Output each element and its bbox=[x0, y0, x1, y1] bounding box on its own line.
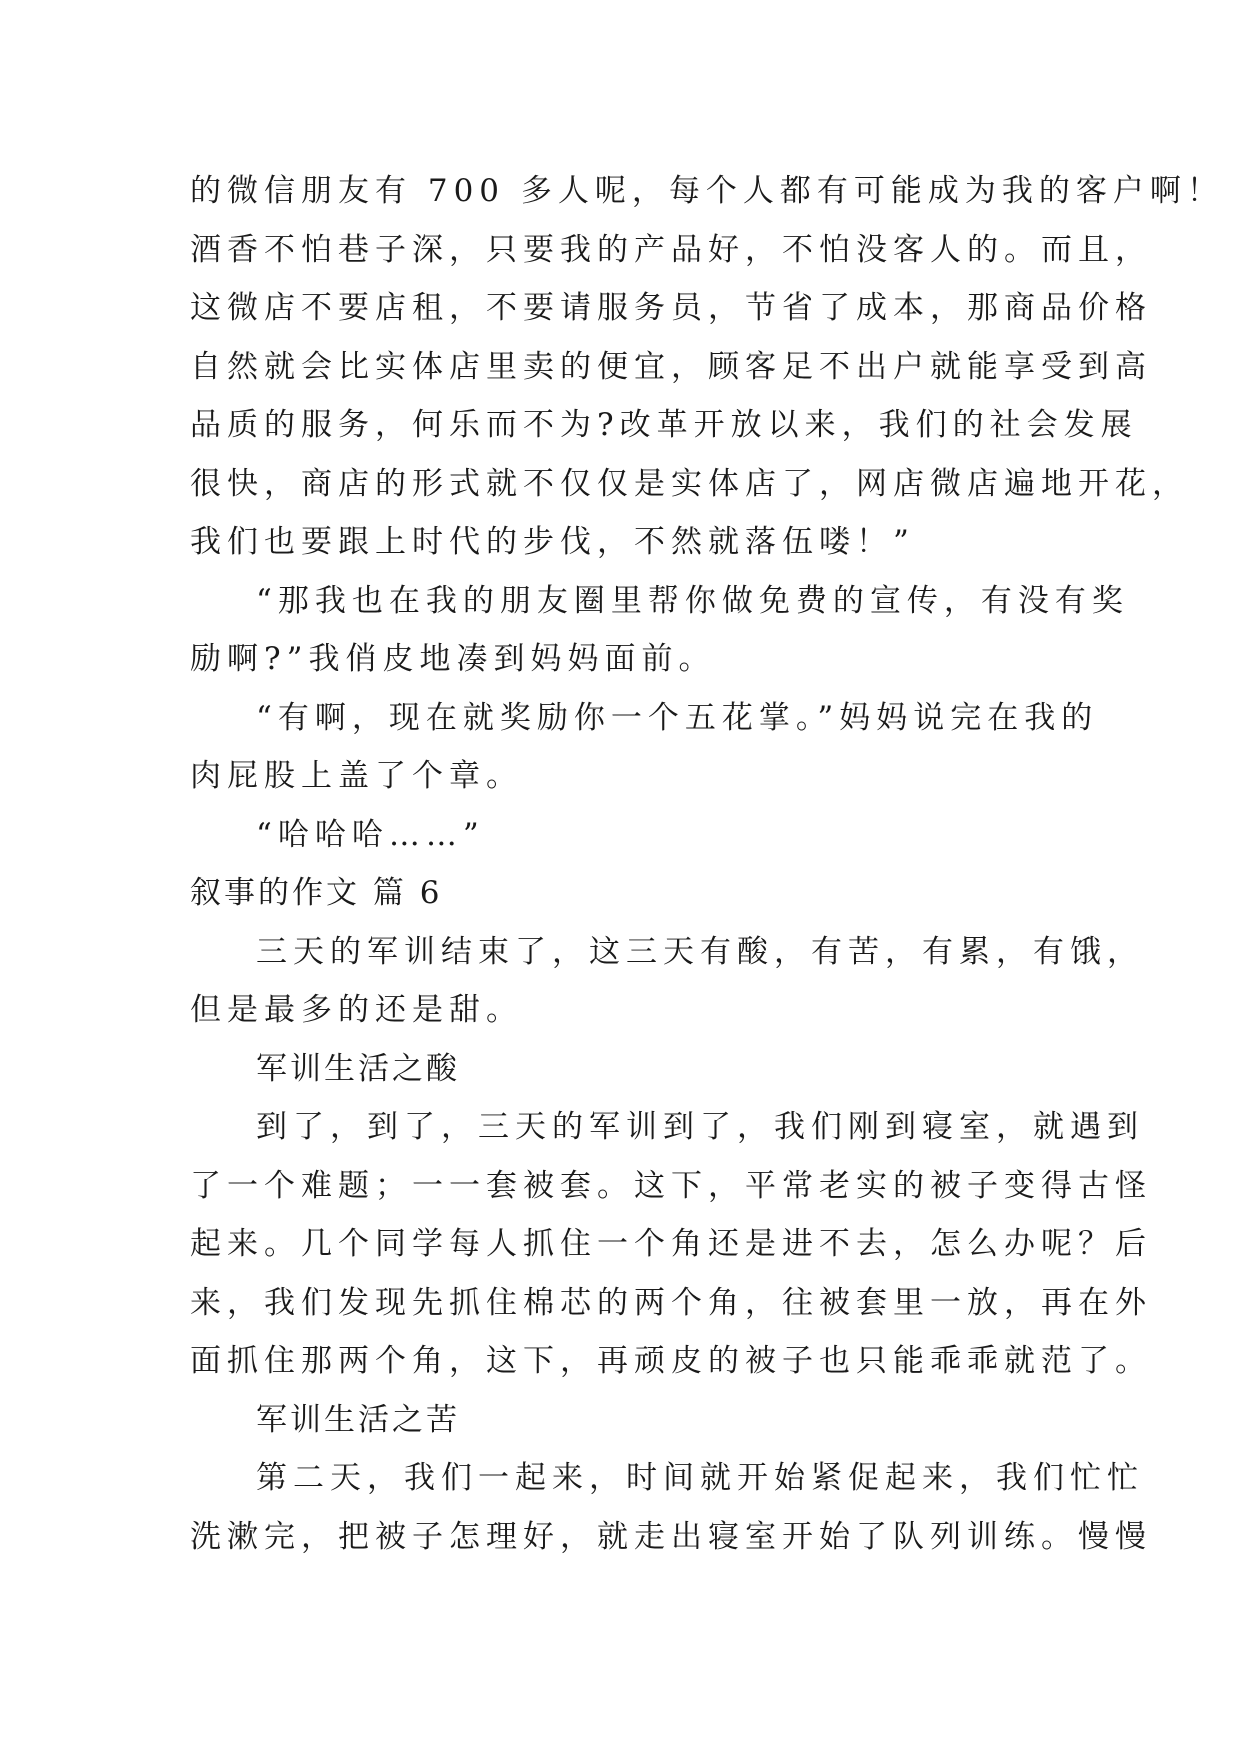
paragraph-line: 到了，到了，三天的军训到了，我们刚到寝室，就遇到 bbox=[256, 1109, 1144, 1145]
paragraph-line: 面抓住那两个角，这下，再顽皮的被子也只能乖乖就范了。 bbox=[190, 1343, 1152, 1379]
paragraph-line: 励啊?”我俏皮地凑到妈妈面前。 bbox=[190, 641, 716, 677]
paragraph-line: 了一个难题；一一套被套。这下，平常老实的被子变得古怪 bbox=[190, 1167, 1152, 1204]
paragraph-line: “有啊，现在就奖励你一个五花掌。”妈妈说完在我的 bbox=[256, 699, 1099, 736]
paragraph-line: 三天的军训结束了，这三天有酸，有苦，有累，有饿， bbox=[256, 933, 1144, 970]
paragraph-line: 起来。几个同学每人抓住一个角还是进不去，怎么办呢？后 bbox=[190, 1226, 1152, 1262]
paragraph-line: 自然就会比实体店里卖的便宜，顾客足不出户就能享受到高 bbox=[190, 348, 1152, 385]
paragraph-line: 我们也要跟上时代的步伐，不然就落伍喽！” bbox=[190, 524, 915, 560]
paragraph-line: 的微信朋友有 700 多人呢，每个人都有可能成为我的客户啊！ bbox=[190, 173, 1224, 209]
paragraph-line: 很快，商店的形式就不仅仅是实体店了，网店微店遍地开花， bbox=[190, 465, 1189, 502]
paragraph-line: 来，我们发现先抓住棉芯的两个角，往被套里一放，再在外 bbox=[190, 1284, 1152, 1321]
paragraph-line: “那我也在我的朋友圈里帮你做免费的宣传，有没有奖 bbox=[256, 582, 1129, 619]
paragraph-line: 洗漱完，把被子怎理好，就走出寝室开始了队列训练。慢慢 bbox=[190, 1518, 1152, 1555]
paragraph-line: 酒香不怕巷子深，只要我的产品好，不怕没客人的。而且， bbox=[190, 231, 1152, 268]
section-heading: 叙事的作文 篇 6 bbox=[190, 875, 443, 911]
paragraph-line: 第二天，我们一起来，时间就开始紧促起来，我们忙忙 bbox=[256, 1460, 1144, 1496]
paragraph-line: 品质的服务，何乐而不为?改革开放以来，我们的社会发展 bbox=[190, 407, 1138, 443]
subsection-heading: 军训生活之苦 bbox=[256, 1401, 460, 1438]
paragraph-line: 肉屁股上盖了个章。 bbox=[190, 758, 523, 794]
subsection-heading: 军训生活之酸 bbox=[256, 1050, 460, 1087]
paragraph-line: “哈哈哈……” bbox=[256, 816, 485, 853]
paragraph-line: 这微店不要店租，不要请服务员，节省了成本，那商品价格 bbox=[190, 290, 1152, 326]
paragraph-line: 但是最多的还是甜。 bbox=[190, 992, 523, 1028]
document-body bbox=[190, 162, 1224, 1566]
